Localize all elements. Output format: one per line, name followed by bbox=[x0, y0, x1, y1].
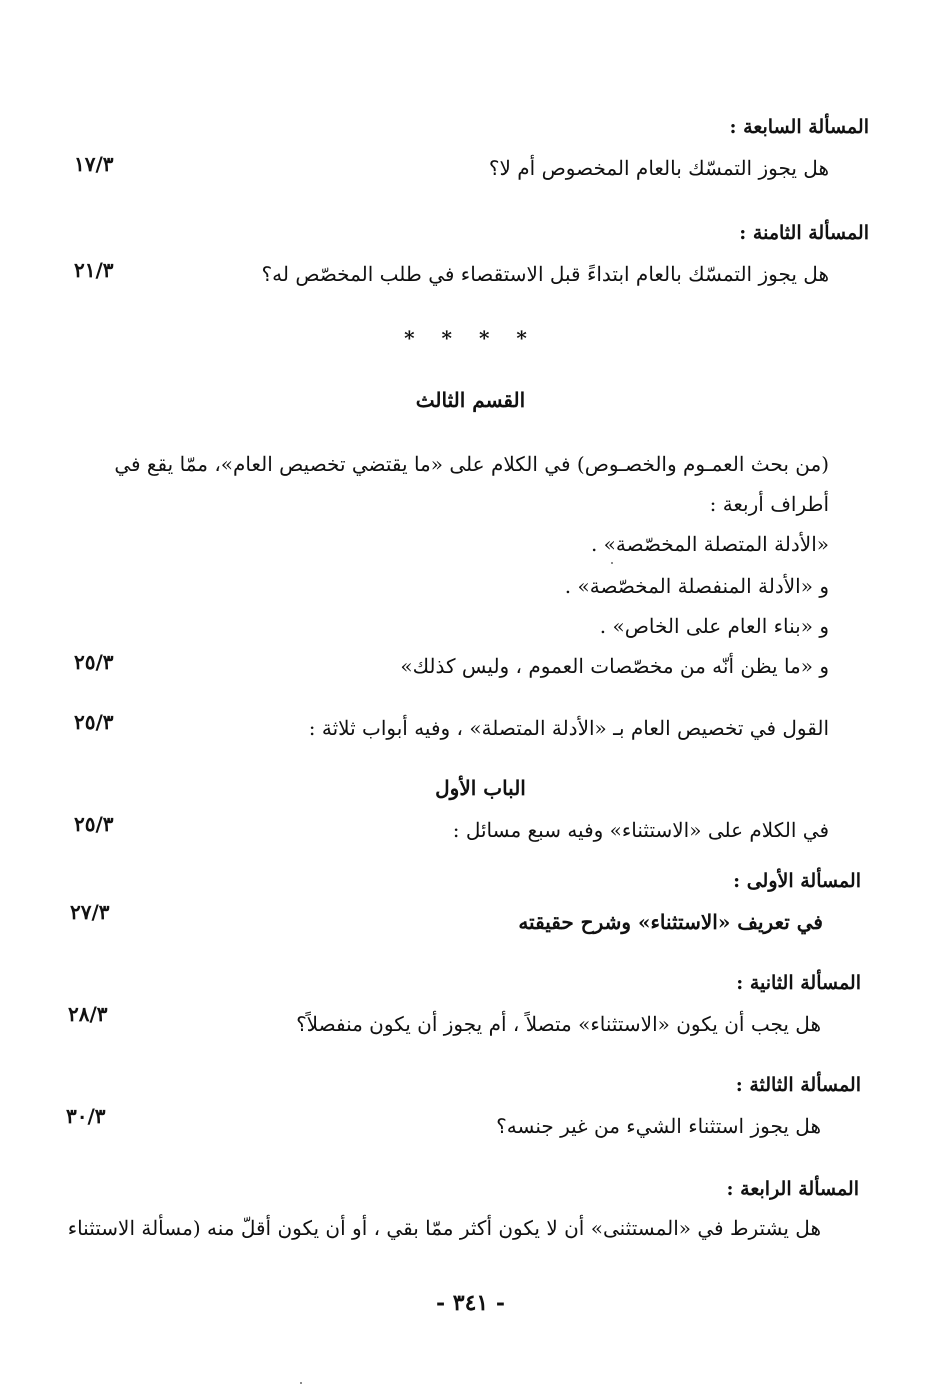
page-reference: ٢٧/٣ bbox=[70, 900, 110, 924]
question-heading-third: المسألة الثالثة : bbox=[735, 1074, 861, 1096]
question-seventh: هل يجوز التمسّك بالعام المخصوص أم لا؟ bbox=[488, 156, 829, 180]
question-heading-first: المسألة الأولى : bbox=[733, 870, 861, 892]
question-eighth: هل يجوز التمسّك بالعام ابتداءً قبل الاستقصاء في طلب المخصّص له؟ bbox=[261, 262, 829, 286]
list-item-3: و «بناء العام على الخاص» . bbox=[599, 614, 829, 638]
chapter-title: الباب الأول bbox=[435, 776, 526, 800]
page-reference: ٢٨/٣ bbox=[68, 1002, 108, 1026]
list-item-1: «الأدلة المتصلة المخصّصة» . bbox=[590, 532, 829, 556]
page-reference: ٢٥/٣ bbox=[74, 650, 114, 674]
page-reference: ٢١/٣ bbox=[74, 258, 114, 282]
page-reference: ٣٠/٣ bbox=[66, 1104, 106, 1128]
page-number: - ٣٤١ - bbox=[435, 1290, 506, 1316]
list-item-4: و «ما يظن أنّه من مخصّصات العموم ، وليس كذلك» bbox=[400, 654, 829, 678]
part-title: القسم الثالث bbox=[415, 388, 526, 412]
part-intro-line-2: أطراف أربعة : bbox=[709, 492, 829, 516]
question-third: هل يجوز استثناء الشيء من غير جنسه؟ bbox=[496, 1114, 821, 1138]
question-second: هل يجب أن يكون «الاستثناء» متصلاً ، أم يجوز أن يكون منفصلاً؟ bbox=[296, 1012, 821, 1036]
list-item-2: و «الأدلة المنفصلة المخصّصة» . bbox=[564, 574, 829, 598]
page-reference: ٢٥/٣ bbox=[74, 710, 114, 734]
part-intro-line-1: (من بحث العمـوم والخصـوص) في الكلام على «ما يقتضي تخصيص العام»، ممّا يقع في bbox=[114, 452, 829, 476]
section-heading-eighth: المسألة الثامنة : bbox=[739, 222, 869, 244]
section-heading-seventh: المسألة السابعة : bbox=[729, 116, 869, 138]
question-heading-fourth: المسألة الرابعة : bbox=[726, 1178, 859, 1200]
question-first: في تعريف «الاستثناء» وشرح حقيقته bbox=[518, 910, 823, 934]
separator-stars: * * * * bbox=[404, 326, 537, 350]
chapter-subtitle: في الكلام على «الاستثناء» وفيه سبع مسائل : bbox=[452, 818, 829, 842]
scan-speck bbox=[300, 1382, 302, 1384]
question-heading-second: المسألة الثانية : bbox=[736, 972, 861, 994]
scan-speck bbox=[611, 562, 613, 564]
page-reference: ١٧/٣ bbox=[74, 152, 114, 176]
page-reference: ٢٥/٣ bbox=[74, 812, 114, 836]
question-fourth: هل يشترط في «المستثنى» أن لا يكون أكثر ممّا بقي ، أو أن يكون أقلّ منه (مسألة الاستثناء bbox=[67, 1216, 821, 1240]
saying-line: القول في تخصيص العام بـ «الأدلة المتصلة» ، وفيه أبواب ثلاثة : bbox=[308, 716, 829, 740]
